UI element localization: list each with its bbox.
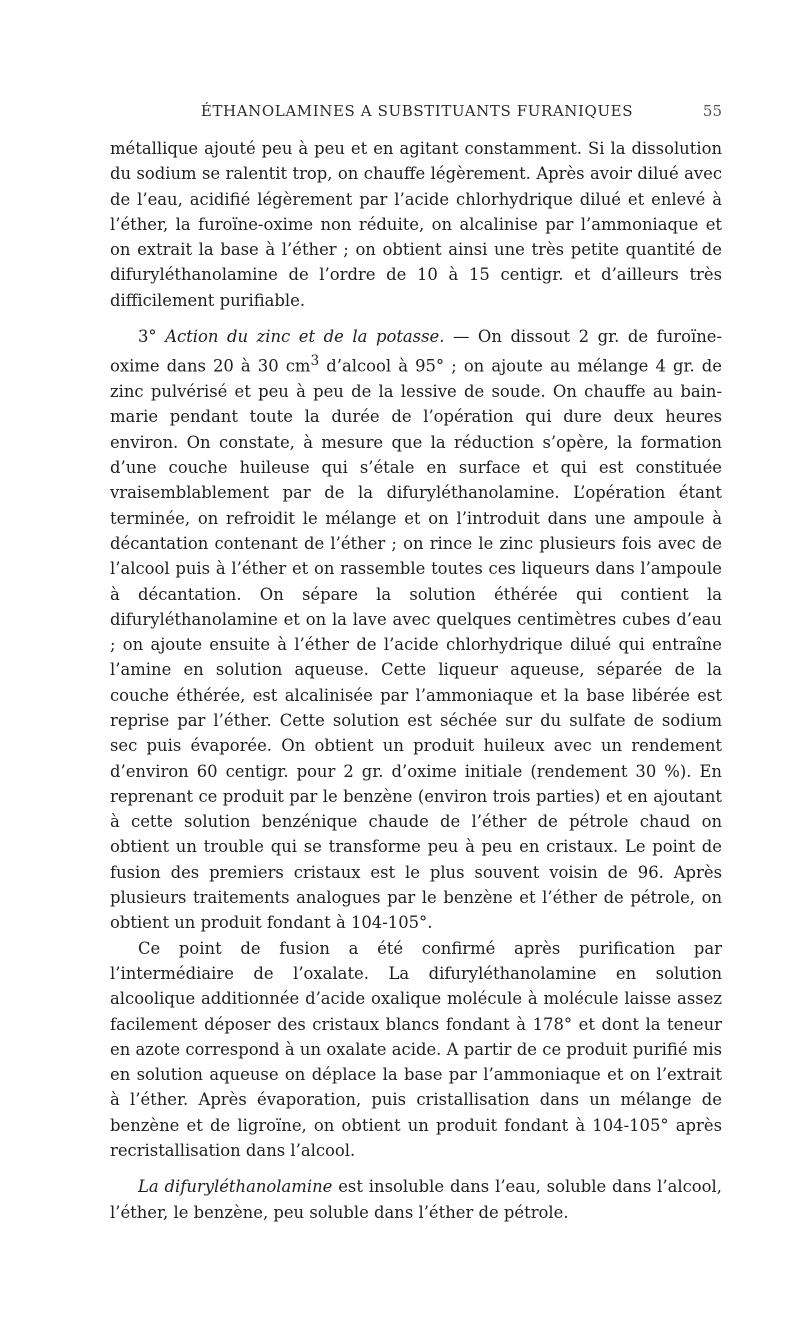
compound-name: La difuryléthanolamine (138, 1177, 333, 1197)
paragraph-oxalate: Ce point de fusion a été confirmé après purification par l’intermédiaire de l’oxalate. La difuryléthanolamine en solution alcoolique additionnée d’acide oxalique molécule à molécule laisse assez facilement déposer des cristaux blancs fondant à 178° et dont la teneur en azote correspond à un oxalate acide. A partir de ce produit purifié mis en solution aqueuse on déplace la base par l’ammoniaque et on l’extrait à l’éther. Après évaporation, puis cristallisation dans un mélange de benzène et de ligroïne, on obtient un produit fondant à 104-105° après recristallisation dans l’alcool. (110, 938, 722, 1161)
section-number: 3° (138, 327, 166, 347)
body-text (110, 136, 722, 1225)
section-heading: Action du zinc et de la potasse. (165, 327, 445, 347)
page-number: 55 (702, 102, 722, 120)
running-header (112, 100, 722, 122)
superscript: 3 (310, 353, 320, 370)
paragraph-text: — On dissout 2 gr. de furoïne-oxime dans 20 à 30 cm (110, 327, 722, 376)
paragraph-text: est insoluble dans l’eau, soluble dans l’alcool, l’éther, le benzène, peu soluble dans l’éther de pétrole. (110, 1177, 722, 1222)
paragraph-sodium-reduction: métallique ajouté peu à peu et en agitant constamment. Si la dissolution du sodium se ralentit trop, on chauffe légèrement. Après avoir dilué avec de l’eau, acidifié légèrement par l’acide chlorhydrique dilué et enlevé à l’éther, la furoïne-oxime non réduite, on alcalinise par l’ammoniaque et on extrait la base à l’éther ; on obtient ainsi une très petite quantité de difuryléthanolamine de l’ordre de 10 à 15 centigr. et d’ailleurs très difficilement purifiable. (110, 139, 722, 310)
running-title: ÉTHANOLAMINES A SUBSTITUANTS FURANIQUES (200, 102, 634, 120)
paragraph-text: d’alcool à 95° ; on ajoute au mélange 4 gr. de zinc pulvérisé et peu à peu de la lessive de soude. On chauffe au bain-marie pendant toute la durée de l’opération qui dure deux heures environ. On constate, à mesure que la réduction s’opère, la formation d’une couche huileuse qui s’étale en surface et qui est constituée vraisemblablement par de la difuryléthanolamine. L’opération étant terminée, on refroidit le mélange et on l’introduit dans une ampoule à décantation contenant de l’éther ; on rince le zinc plusieurs fois avec de l’alcool puis à l’éther et on rassemble toutes ces liqueurs dans l’ampoule à décantation. On sépare la solution éthérée qui contient la difuryléthanolamine et on la lave avec quelques centimètres cubes d’eau ; on ajoute ensuite à l’éther de l’acide chlorhydrique dilué qui entraîne l’amine en solution aqueuse. Cette liqueur aqueuse, séparée de la couche éthérée, est alcalinisée par l’ammoniaque et la base libérée est reprise par l’éther. Cette solution est séchée sur du sulfate de sodium sec puis évaporée. On obtient un produit huileux avec un rendement d’environ 60 centigr. pour 2 gr. d’oxime initiale (rendement 30 %). En reprenant ce produit par le benzène (environ trois parties) et en ajoutant à cette solution benzénique chaude de l’éther de pétrole chaud on obtient un trouble qui se transforme peu à peu en cristaux. Le point de fusion des premiers cristaux est le plus souvent voisin de 96. Après plusieurs traitements analogues par le benzène et l’éther de pétrole, on obtient un produit fondant à 104-105°. (110, 356, 722, 933)
paragraph-solubility (110, 1174, 722, 1225)
paragraph-zinc-potash (110, 324, 722, 936)
